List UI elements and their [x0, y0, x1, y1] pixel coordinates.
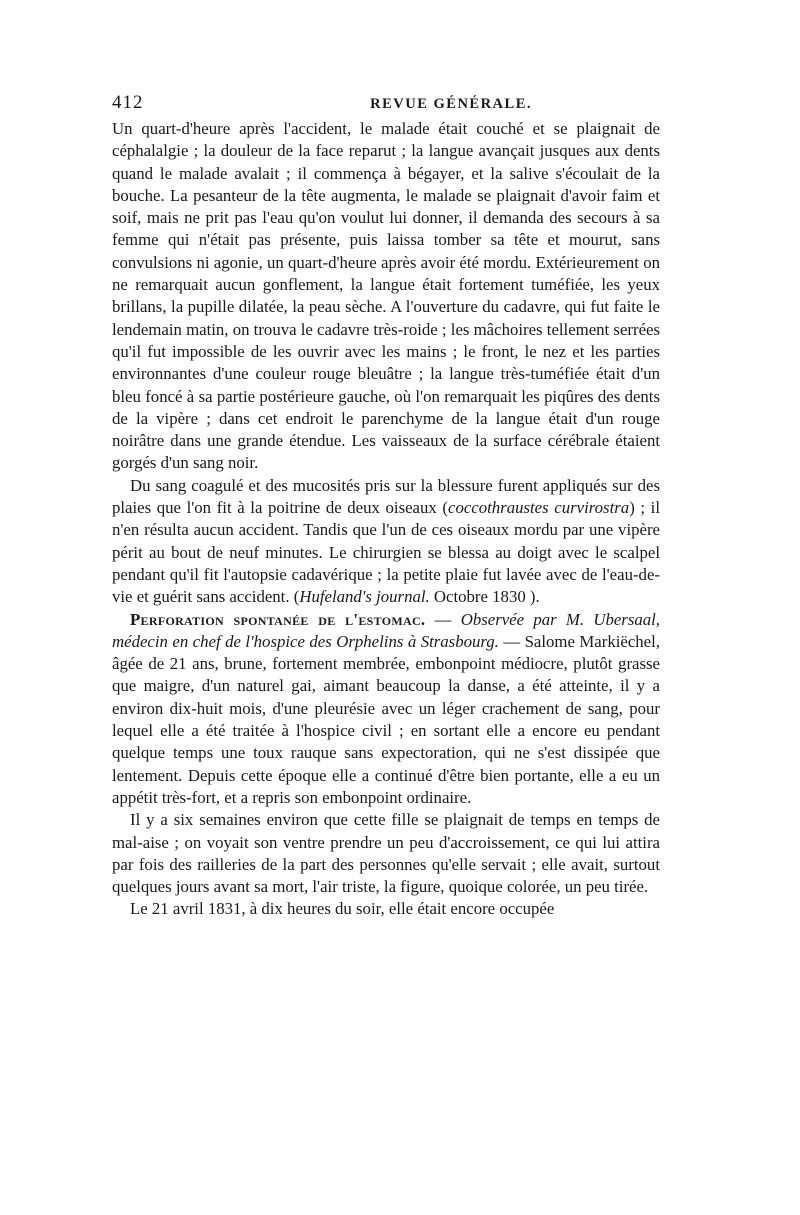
paragraph: Un quart-d'heure après l'accident, le malade était couché et se plaignait de céphalalgie ; la douleur de la face reparut ; la langue avançait jusques aux dents quand le malade avalait ; il commença à bégayer, et la salive s'écoulait de la bouche. La pesanteur de la tête augmenta, le malade se plaignait d'avoir faim et soif, mais ne prit pas l'eau qu'on voulut lui donner, il demanda des secours à sa femme qui n'était pas présente, puis laissa tomber sa tête et mourut, sans convulsions ni agonie, un quart-d'heure après avoir été mordu. Extérieurement on ne remarquait aucun gonflement, la langue était fortement tuméfiée, les yeux brillans, la pupille dilatée, la peau sèche. A l'ouverture du cadavre, qui fut faite le lendemain matin, on trouva le cadavre très-roide ; les mâchoires tellement serrées qu'il fut impossible de les ouvrir avec les mains ; le front, le nez et les parties environnantes d'une couleur rouge bleuâtre ; la langue très-tuméfiée était d'un bleu foncé à sa partie postérieure gauche, où l'on remarquait les piqûres des dents de la vipère ; dans cet endroit le parenchyme de la langue était d'un rouge noirâtre dans une grande étendue. Les vaisseaux de la surface cérébrale étaient gorgés d'un sang noir. [112, 119, 660, 473]
page-number: 412 [112, 92, 144, 113]
section-paragraph [112, 609, 660, 810]
paragraph [112, 475, 660, 609]
page-body [112, 118, 660, 921]
paragraph-text: Du sang coagulé et des mucosités pris sur la blessure furent appliqués sur des plaies que l'on fit à la poitrine de deux oiseaux ( [112, 475, 660, 518]
section-byline: Observée par M. Ubersaal, médecin en chef de l'hospice des Orphelins à Strasbourg. [112, 609, 660, 651]
page-header [112, 92, 660, 118]
paragraph-text: ) ; il n'en résulta aucun accident. Tandis que l'un de ces oiseaux mordu par une vipère périt au bout de neuf minutes. Le chirurgien se blessa au doigt avec le scalpel pendant qu'il fit l'autopsie cadavérique ; la petite plaie fut lavée avec de l'eau-de-vie et guérit sans accident. ( [112, 498, 660, 607]
paragraph-text: Octobre 1830 ). [429, 587, 540, 607]
species-name: coccothraustes curvirostra [448, 498, 630, 518]
paragraph-text: — Salome Markiëchel, âgée de 21 ans, brune, fortement membrée, embonpoint médiocre, plutôt grasse que maigre, d'un naturel gai, aimant beaucoup la danse, a été atteinte, il y a environ dix-huit mois, d'une pleurésie avec un léger crachement de sang, pour lequel elle a été traitée à l'hospice civil ; en sortant elle a encore eu pendant quelque temps une toux rauque sans expectoration, qui ne s'est dissipée que lentement. Depuis cette époque elle a continué d'être bien portante, elle a eu un appétit très-fort, et a repris son embonpoint ordinaire. [112, 631, 660, 807]
paragraph: Il y a six semaines environ que cette fille se plaignait de temps en temps de mal-aise ; on voyait son ventre prendre un peu d'accroissement, ce qui lui attira par fois des railleries de la part des personnes qu'elle servait ; elle avait, surtout quelques jours avant sa mort, l'air triste, la figure, quoique colorée, un peu tirée. [112, 810, 660, 897]
section-title: Perforation spontanée de l'estomac. [130, 609, 426, 629]
paragraph: Le 21 avril 1831, à dix heures du soir, elle était encore occupée [130, 899, 555, 919]
section-dash: — [425, 609, 461, 629]
journal-name: Hufeland's journal. [299, 587, 430, 607]
running-title: REVUE GÉNÉRALE. [370, 96, 532, 112]
